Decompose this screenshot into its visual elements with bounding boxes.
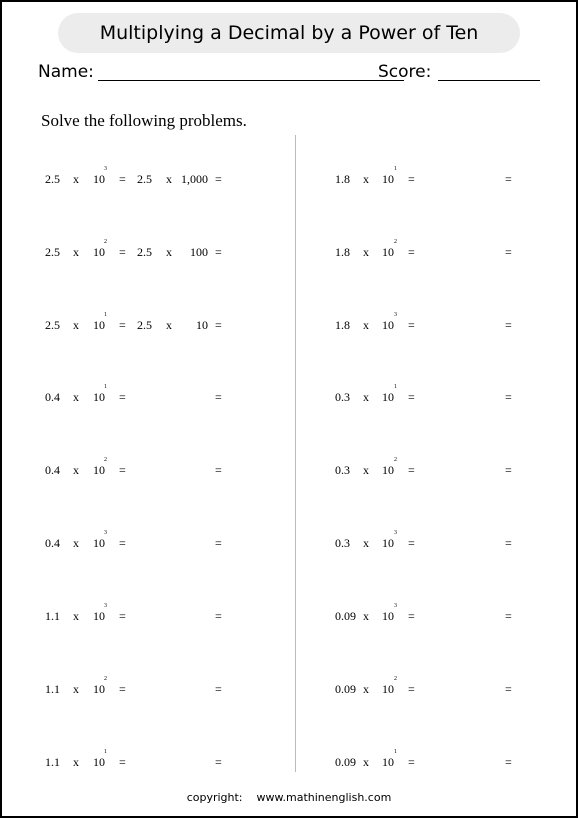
exponent: 1 [104,312,107,318]
equals-sign: = [408,245,415,259]
instructions: Solve the following problems. [41,111,247,130]
exponent: 3 [394,603,397,609]
problem-row [45,312,285,338]
score-label: Score: [378,62,432,82]
equals-sign: = [408,463,415,477]
equals-sign: = [119,245,126,259]
times-sign: x [363,390,369,404]
exponent: 3 [104,166,107,172]
problem-row [45,384,285,410]
answer-equals-sign: = [505,682,512,696]
column-divider [295,135,296,772]
decimal-value: 0.09 [335,682,356,696]
base-ten: 10 [382,245,394,259]
decimal-value: 0.3 [335,390,350,404]
work-decimal: 2.5 [137,245,152,259]
work-value: 100 [190,245,208,259]
answer-equals-sign: = [505,463,512,477]
problem-row [335,457,535,483]
problem-row [335,749,535,775]
decimal-value: 0.3 [335,463,350,477]
name-field-line[interactable] [98,80,404,81]
website-link[interactable]: www.mathinenglish.com [256,791,392,804]
problem-row [45,166,285,192]
decimal-value: 2.5 [45,318,60,332]
equals-sign: = [119,318,126,332]
times-sign: x [363,755,369,769]
answer-equals-sign: = [215,609,222,623]
problem-row [335,603,535,629]
answer-equals-sign: = [505,536,512,550]
answer-equals-sign: = [505,318,512,332]
equals-sign: = [119,172,126,186]
exponent: 1 [394,749,397,755]
answer-equals-sign: = [505,609,512,623]
problem-row [335,239,535,265]
decimal-value: 1.8 [335,318,350,332]
problem-row [45,530,285,556]
times-sign: x [363,536,369,550]
problem-row [335,676,535,702]
times-sign: x [363,609,369,623]
exponent: 3 [394,312,397,318]
times-sign: x [73,755,79,769]
answer-equals-sign: = [215,463,222,477]
problem-row [45,676,285,702]
exponent: 2 [104,457,107,463]
exponent: 1 [394,166,397,172]
base-ten: 10 [93,172,105,186]
times-sign: x [363,682,369,696]
decimal-value: 1.1 [45,682,60,696]
base-ten: 10 [382,463,394,477]
times-sign: x [73,609,79,623]
worksheet-title [58,13,520,53]
score-field-line[interactable] [438,80,540,81]
base-ten: 10 [382,755,394,769]
equals-sign: = [408,755,415,769]
equals-sign: = [408,390,415,404]
answer-equals-sign: = [505,245,512,259]
work-times-sign: x [166,245,172,259]
work-decimal: 2.5 [137,318,152,332]
problem-row [335,166,535,192]
decimal-value: 2.5 [45,172,60,186]
answer-equals-sign: = [215,536,222,550]
footer [0,791,578,804]
exponent: 3 [394,530,397,536]
work-times-sign: x [166,318,172,332]
base-ten: 10 [382,318,394,332]
base-ten: 10 [382,536,394,550]
decimal-value: 0.4 [45,390,60,404]
answer-equals-sign: = [505,172,512,186]
exponent: 2 [104,239,107,245]
problem-row [45,749,285,775]
times-sign: x [73,172,79,186]
decimal-value: 1.1 [45,755,60,769]
decimal-value: 2.5 [45,245,60,259]
base-ten: 10 [93,390,105,404]
work-times-sign: x [166,172,172,186]
answer-equals-sign: = [215,245,222,259]
base-ten: 10 [382,390,394,404]
equals-sign: = [119,536,126,550]
decimal-value: 0.4 [45,536,60,550]
equals-sign: = [119,463,126,477]
equals-sign: = [119,755,126,769]
base-ten: 10 [93,318,105,332]
equals-sign: = [119,609,126,623]
base-ten: 10 [93,536,105,550]
equals-sign: = [408,536,415,550]
base-ten: 10 [93,609,105,623]
exponent: 2 [104,676,107,682]
equals-sign: = [408,682,415,696]
decimal-value: 1.8 [335,172,350,186]
problem-row [45,457,285,483]
times-sign: x [73,390,79,404]
work-decimal: 2.5 [137,172,152,186]
times-sign: x [73,245,79,259]
decimal-value: 0.4 [45,463,60,477]
answer-equals-sign: = [215,172,222,186]
times-sign: x [363,463,369,477]
equals-sign: = [408,172,415,186]
answer-equals-sign: = [215,318,222,332]
exponent: 1 [104,384,107,390]
exponent: 3 [104,603,107,609]
answer-equals-sign: = [215,390,222,404]
answer-equals-sign: = [215,682,222,696]
times-sign: x [363,245,369,259]
times-sign: x [73,318,79,332]
decimal-value: 0.09 [335,609,356,623]
decimal-value: 1.1 [45,609,60,623]
base-ten: 10 [382,682,394,696]
times-sign: x [363,172,369,186]
decimal-value: 1.8 [335,245,350,259]
exponent: 1 [104,749,107,755]
exponent: 2 [394,457,397,463]
base-ten: 10 [93,245,105,259]
work-value: 1,000 [181,172,208,186]
title-text: Multiplying a Decimal by a Power of Ten [99,22,479,44]
equals-sign: = [408,609,415,623]
base-ten: 10 [93,682,105,696]
base-ten: 10 [382,609,394,623]
base-ten: 10 [382,172,394,186]
equals-sign: = [119,682,126,696]
answer-equals-sign: = [505,390,512,404]
problem-row [335,530,535,556]
problem-row [335,384,535,410]
work-value: 10 [196,318,208,332]
equals-sign: = [119,390,126,404]
answer-equals-sign: = [505,755,512,769]
problem-row [45,603,285,629]
exponent: 2 [394,676,397,682]
times-sign: x [73,536,79,550]
copyright-label: copyright: [186,791,243,804]
times-sign: x [363,318,369,332]
times-sign: x [73,682,79,696]
problem-row [45,239,285,265]
base-ten: 10 [93,755,105,769]
decimal-value: 0.09 [335,755,356,769]
exponent: 3 [104,530,107,536]
problem-row [335,312,535,338]
exponent: 1 [394,384,397,390]
times-sign: x [73,463,79,477]
name-label: Name: [38,62,94,82]
base-ten: 10 [93,463,105,477]
exponent: 2 [394,239,397,245]
equals-sign: = [408,318,415,332]
decimal-value: 0.3 [335,536,350,550]
answer-equals-sign: = [215,755,222,769]
